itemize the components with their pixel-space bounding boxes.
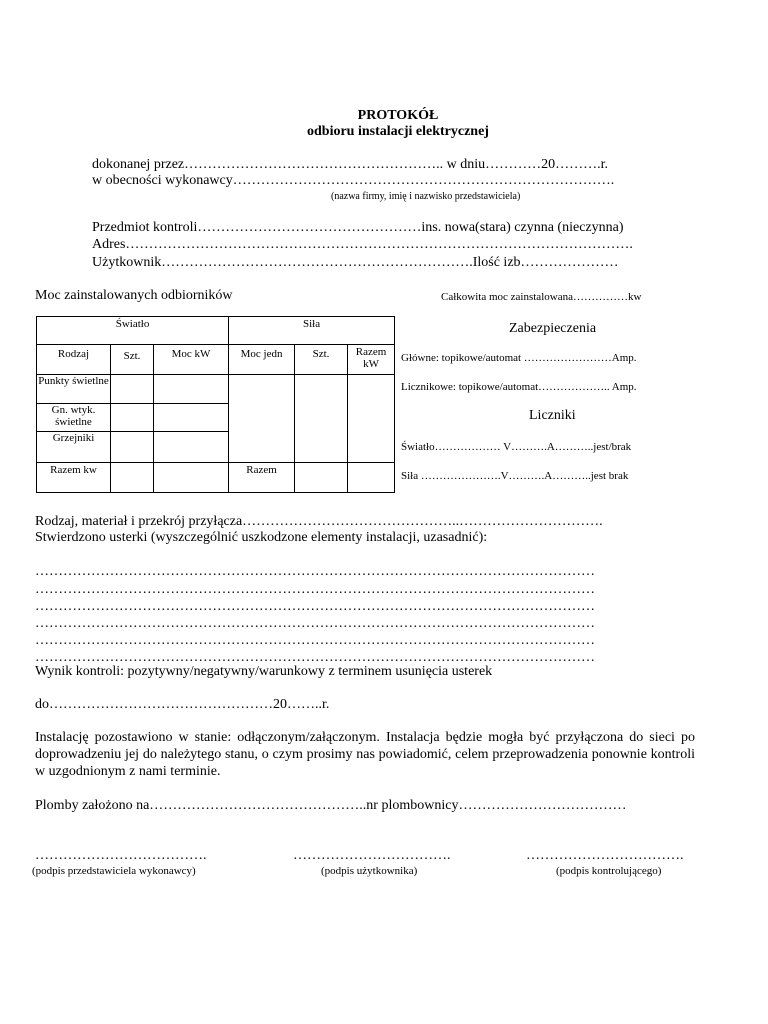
signature-label-inspector: (podpis kontrolującego)	[556, 865, 662, 877]
user-line: Użytkownik………………………………………………………….Ilość izb…………………	[92, 255, 619, 270]
header-power: Siła	[229, 317, 395, 345]
signature-dots-user: …………………………….	[293, 848, 451, 863]
connection-line: Rodzaj, materiał i przekrój przyłącza………………………………………..………………………….	[35, 514, 603, 529]
seals-line: Plomby założono na………………………………………..nr plombownicy………………………………	[35, 798, 627, 813]
cell-total-qty	[111, 463, 154, 493]
row-total-power: Razem	[229, 463, 295, 493]
cell-total-kw	[348, 375, 395, 463]
col-qty: Szt.	[111, 345, 154, 375]
cell-kw-1	[154, 375, 229, 404]
document-title: PROTOKÓŁ	[357, 108, 439, 123]
performed-by-line: dokonanej przez……………………………………………….. w dniu…………20……….r.	[92, 157, 609, 172]
meters-title: Liczniki	[529, 408, 576, 423]
cell-total-power-qty	[295, 463, 348, 493]
company-name-hint: (nazwa firmy, imię i nazwisko przedstawiciela)	[331, 191, 521, 202]
header-light: Światło	[37, 317, 229, 345]
signature-label-user: (podpis użytkownika)	[321, 865, 418, 877]
dotted-line: …………………………………………………………………………………………………………	[35, 564, 595, 579]
installation-paragraph: Instalację pozostawiono w stanie: odłączonym/załączonym. Instalacja będzie mogła być przyłączona do sieci po doprowadzeniu jej do należytego stanu, o czym prosimy nas powiadomić, celem przeprowadzenia ponownie kontroli w uzgodnionym z nami terminie.	[35, 730, 695, 779]
cell-qty-3	[111, 432, 154, 463]
row-light-points: Punkty świetlne	[37, 375, 111, 404]
cell-kw-3	[154, 432, 229, 463]
signature-dots-inspector: …………………………….	[526, 848, 684, 863]
dotted-line: …………………………………………………………………………………………………………	[35, 650, 595, 665]
receivers-table	[36, 316, 395, 493]
deadline-line: do…………………………………………20……..r.	[35, 697, 330, 712]
cell-total-power-kw	[348, 463, 395, 493]
cell-total-light-kw	[154, 463, 229, 493]
cell-qty-1	[111, 375, 154, 404]
col-total-kw: Razem kW	[348, 345, 395, 375]
col-kw: Moc kW	[154, 345, 229, 375]
cell-kw-2	[154, 404, 229, 432]
protection-title: Zabezpieczenia	[509, 321, 597, 336]
dotted-line: …………………………………………………………………………………………………………	[35, 633, 595, 648]
dotted-line: …………………………………………………………………………………………………………	[35, 582, 595, 597]
dotted-line: …………………………………………………………………………………………………………	[35, 599, 595, 614]
col-unit-power: Moc jedn	[229, 345, 295, 375]
installed-receivers-label: Moc zainstalowanych odbiorników	[35, 288, 233, 303]
inspection-result: Wynik kontroli: pozytywny/negatywny/warunkowy z terminem usunięcia usterek	[35, 664, 493, 679]
in-presence-line: w obecności wykonawcy……………………………………………………………………….	[92, 173, 615, 188]
total-installed-power: Całkowita moc zainstalowana……………kw	[441, 291, 642, 303]
col-qty-power: Szt.	[295, 345, 348, 375]
signature-dots-contractor: ……………………………….	[35, 848, 207, 863]
power-meter-line: Siła ………………….V……….A………..jest brak	[401, 470, 629, 482]
row-heaters: Grzejniki	[37, 432, 111, 463]
cell-qty-power	[295, 375, 348, 463]
dotted-line: …………………………………………………………………………………………………………	[35, 616, 595, 631]
main-protection-line: Główne: topikowe/automat ……………………Amp.	[401, 352, 637, 364]
meter-protection-line: Licznikowe: topikowe/automat……………….. Amp.	[401, 381, 637, 393]
col-type: Rodzaj	[37, 345, 111, 375]
faults-line: Stwierdzono usterki (wyszczególnić uszkodzone elementy instalacji, uzasadnić):	[35, 530, 488, 545]
cell-unit-power	[229, 375, 295, 463]
address-line: Adres……………………………………………………………………………………………….	[92, 237, 633, 252]
signature-label-contractor: (podpis przedstawiciela wykonawcy)	[32, 865, 196, 877]
document-subtitle: odbioru instalacji elektrycznej	[307, 124, 489, 139]
inspection-subject-line: Przedmiot kontroli…………………………………………ins. nowa(stara) czynna (nieczynna)	[92, 220, 624, 235]
row-sockets: Gn. wtyk. świetlne	[37, 404, 111, 432]
light-meter-line: Światło……………… V……….A………..jest/brak	[401, 441, 632, 453]
row-total-kw: Razem kw	[37, 463, 111, 493]
cell-qty-2	[111, 404, 154, 432]
